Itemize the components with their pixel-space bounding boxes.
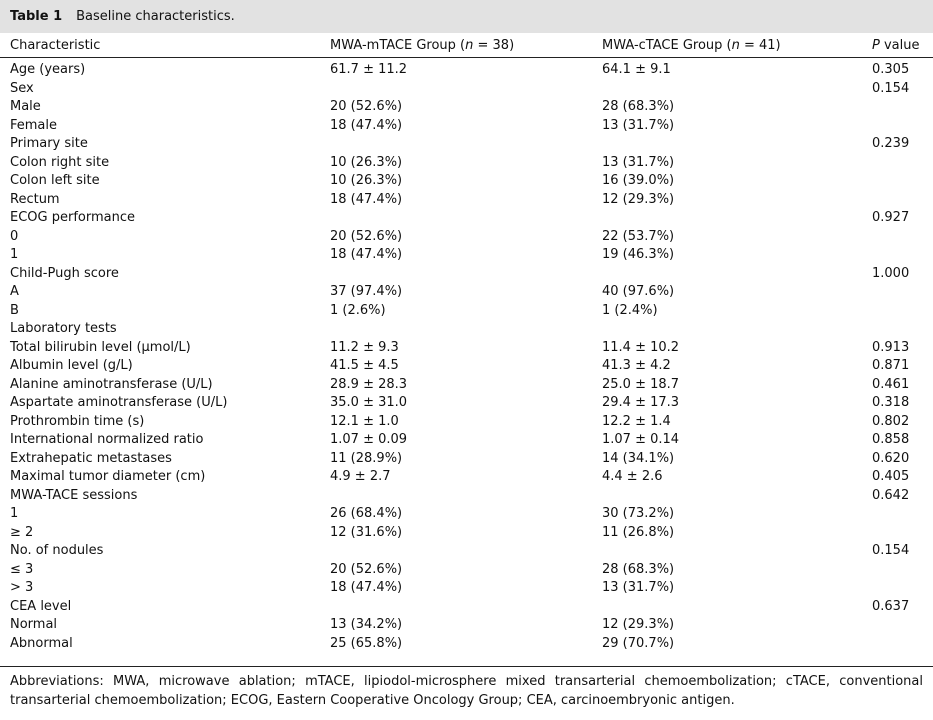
row-characteristic: Prothrombin time (s) <box>10 413 145 429</box>
row-mwa-ctace-value: 12.2 ± 1.4 <box>602 413 671 429</box>
row-p-value: 0.620 <box>872 450 910 466</box>
row-p-value: 0.461 <box>872 376 910 392</box>
row-p-value: 0.927 <box>872 210 910 225</box>
row-characteristic: Age (years) <box>10 62 86 77</box>
header-mwa-mtace-group: MWA-mTACE Group (n = 38) <box>330 38 515 53</box>
row-mwa-mtace-value: 4.9 ± 2.7 <box>330 469 391 484</box>
row-p-value: 0.318 <box>872 395 910 410</box>
row-mwa-mtace-value: 18 (47.4%) <box>330 117 403 133</box>
row-mwa-mtace-value: 1.07 ± 0.09 <box>330 432 408 447</box>
row-characteristic: Female <box>10 117 58 133</box>
table-caption-title: Baseline characteristics. <box>76 9 235 24</box>
row-characteristic: 1 <box>10 247 19 262</box>
table-row <box>0 542 933 561</box>
table-row <box>0 117 933 136</box>
row-mwa-mtace-value: 13 (34.2%) <box>330 617 403 632</box>
table-row <box>0 598 933 617</box>
row-mwa-mtace-value: 26 (68.4%) <box>330 506 403 521</box>
row-characteristic: International normalized ratio <box>10 432 204 447</box>
row-mwa-ctace-value: 13 (31.7%) <box>602 580 675 595</box>
row-characteristic: MWA-TACE sessions <box>10 487 138 503</box>
row-mwa-ctace-value: 11 (26.8%) <box>602 524 675 540</box>
row-characteristic: 0 <box>10 228 19 244</box>
table-row <box>0 172 933 191</box>
table-row <box>0 80 933 99</box>
table-row <box>0 413 933 432</box>
row-mwa-ctace-value: 16 (39.0%) <box>602 173 675 188</box>
row-p-value: 0.871 <box>872 358 910 373</box>
row-characteristic: Laboratory tests <box>10 321 117 336</box>
table-footnote: Abbreviations: MWA, microwave ablation; mTACE, lipiodol-microsphere mixed transarterial chemoembolization; cTACE, conventional transarterial chemoembolization; ECOG, Eastern Cooperative Oncology Group; CEA, carcinoembryonic antigen. <box>10 674 923 708</box>
row-mwa-ctace-value: 13 (31.7%) <box>602 154 675 170</box>
row-mwa-mtace-value: 12.1 ± 1.0 <box>330 413 399 429</box>
row-characteristic: B <box>10 302 19 318</box>
row-characteristic: Male <box>10 99 41 114</box>
row-characteristic: Maximal tumor diameter (cm) <box>10 469 206 484</box>
row-mwa-mtace-value: 20 (52.6%) <box>330 561 403 577</box>
table-row <box>0 154 933 173</box>
row-p-value: 0.642 <box>872 487 910 503</box>
row-mwa-ctace-value: 30 (73.2%) <box>602 506 675 521</box>
table-row <box>0 135 933 154</box>
row-mwa-mtace-value: 1 (2.6%) <box>330 302 386 318</box>
row-mwa-mtace-value: 10 (26.3%) <box>330 154 403 170</box>
row-characteristic: Aspartate aminotransferase (U/L) <box>10 395 228 410</box>
table-row <box>0 487 933 506</box>
row-characteristic: Alanine aminotransferase (U/L) <box>10 376 213 392</box>
header-characteristic: Characteristic <box>10 38 101 53</box>
row-p-value: 0.802 <box>872 413 910 429</box>
row-mwa-mtace-value: 35.0 ± 31.0 <box>330 395 408 410</box>
row-mwa-ctace-value: 25.0 ± 18.7 <box>602 376 680 392</box>
row-p-value: 0.239 <box>872 136 910 151</box>
row-mwa-mtace-value: 11 (28.9%) <box>330 450 403 466</box>
row-characteristic: Colon left site <box>10 173 100 188</box>
row-mwa-ctace-value: 12 (29.3%) <box>602 191 675 207</box>
table-row <box>0 376 933 395</box>
table-row <box>0 228 933 247</box>
table-row <box>0 357 933 376</box>
row-p-value: 0.154 <box>872 80 910 96</box>
row-characteristic: Normal <box>10 617 58 632</box>
row-mwa-mtace-value: 18 (47.4%) <box>330 580 403 595</box>
row-mwa-ctace-value: 28 (68.3%) <box>602 99 675 114</box>
row-characteristic: Colon right site <box>10 154 110 170</box>
row-characteristic: Abnormal <box>10 635 73 651</box>
table-caption-label: Table 1 <box>10 9 63 24</box>
row-mwa-ctace-value: 1.07 ± 0.14 <box>602 432 680 447</box>
table-row <box>0 98 933 117</box>
table-row <box>0 561 933 580</box>
row-mwa-ctace-value: 64.1 ± 9.1 <box>602 62 671 77</box>
row-mwa-mtace-value: 18 (47.4%) <box>330 247 403 262</box>
row-mwa-mtace-value: 20 (52.6%) <box>330 228 403 244</box>
row-mwa-ctace-value: 13 (31.7%) <box>602 117 675 133</box>
row-p-value: 0.858 <box>872 432 910 447</box>
row-mwa-ctace-value: 22 (53.7%) <box>602 228 675 244</box>
table-row <box>0 283 933 302</box>
table-header-row <box>0 33 933 58</box>
table-row <box>0 191 933 210</box>
row-characteristic: > 3 <box>10 580 34 595</box>
table-body <box>0 61 933 653</box>
table-row <box>0 505 933 524</box>
table-caption <box>0 0 933 33</box>
table-row <box>0 450 933 469</box>
row-characteristic: No. of nodules <box>10 543 104 558</box>
table-row <box>0 431 933 450</box>
row-mwa-ctace-value: 14 (34.1%) <box>602 450 675 466</box>
row-mwa-mtace-value: 25 (65.8%) <box>330 635 403 651</box>
row-p-value: 0.637 <box>872 598 910 614</box>
row-mwa-mtace-value: 12 (31.6%) <box>330 524 403 540</box>
table-row <box>0 616 933 635</box>
row-characteristic: A <box>10 284 19 299</box>
row-mwa-ctace-value: 11.4 ± 10.2 <box>602 339 680 355</box>
row-mwa-mtace-value: 28.9 ± 28.3 <box>330 376 408 392</box>
row-characteristic: 1 <box>10 506 19 521</box>
row-characteristic: ≥ 2 <box>10 524 34 540</box>
table-row <box>0 468 933 487</box>
row-characteristic: ECOG performance <box>10 210 135 225</box>
table-row <box>0 524 933 543</box>
row-mwa-ctace-value: 40 (97.6%) <box>602 284 675 299</box>
row-p-value: 0.405 <box>872 469 910 484</box>
row-p-value: 0.913 <box>872 339 910 355</box>
row-p-value: 1.000 <box>872 265 910 281</box>
row-characteristic: Child-Pugh score <box>10 265 119 281</box>
row-mwa-ctace-value: 1 (2.4%) <box>602 302 658 318</box>
row-mwa-mtace-value: 20 (52.6%) <box>330 99 403 114</box>
table-row <box>0 579 933 598</box>
row-characteristic: Primary site <box>10 136 88 151</box>
header-mwa-ctace-group: MWA-cTACE Group (n = 41) <box>602 38 781 53</box>
table-row <box>0 209 933 228</box>
row-characteristic: Extrahepatic metastases <box>10 450 172 466</box>
row-characteristic: Rectum <box>10 191 60 207</box>
table-row <box>0 339 933 358</box>
row-characteristic: Albumin level (g/L) <box>10 358 133 373</box>
row-characteristic: Total bilirubin level (μmol/L) <box>10 339 191 355</box>
row-mwa-ctace-value: 29 (70.7%) <box>602 635 675 651</box>
row-mwa-ctace-value: 19 (46.3%) <box>602 247 675 262</box>
table-row <box>0 246 933 265</box>
row-mwa-mtace-value: 18 (47.4%) <box>330 191 403 207</box>
table-row <box>0 320 933 339</box>
row-mwa-ctace-value: 12 (29.3%) <box>602 617 675 632</box>
table-row <box>0 394 933 413</box>
row-mwa-mtace-value: 61.7 ± 11.2 <box>330 62 408 77</box>
row-characteristic: ≤ 3 <box>10 561 34 577</box>
row-mwa-mtace-value: 11.2 ± 9.3 <box>330 339 399 355</box>
row-p-value: 0.305 <box>872 62 910 77</box>
header-p-value: P value <box>872 38 920 53</box>
table-bottom-rule <box>0 666 933 667</box>
row-mwa-ctace-value: 41.3 ± 4.2 <box>602 358 671 373</box>
row-mwa-ctace-value: 28 (68.3%) <box>602 561 675 577</box>
row-mwa-ctace-value: 4.4 ± 2.6 <box>602 469 663 484</box>
row-mwa-ctace-value: 29.4 ± 17.3 <box>602 395 680 410</box>
row-characteristic: Sex <box>10 80 34 96</box>
row-mwa-mtace-value: 37 (97.4%) <box>330 284 403 299</box>
table-row <box>0 265 933 284</box>
table-row <box>0 302 933 321</box>
row-mwa-mtace-value: 41.5 ± 4.5 <box>330 358 399 373</box>
row-mwa-mtace-value: 10 (26.3%) <box>330 173 403 188</box>
row-characteristic: CEA level <box>10 598 72 614</box>
table-row <box>0 61 933 80</box>
row-p-value: 0.154 <box>872 543 910 558</box>
table-row <box>0 635 933 654</box>
